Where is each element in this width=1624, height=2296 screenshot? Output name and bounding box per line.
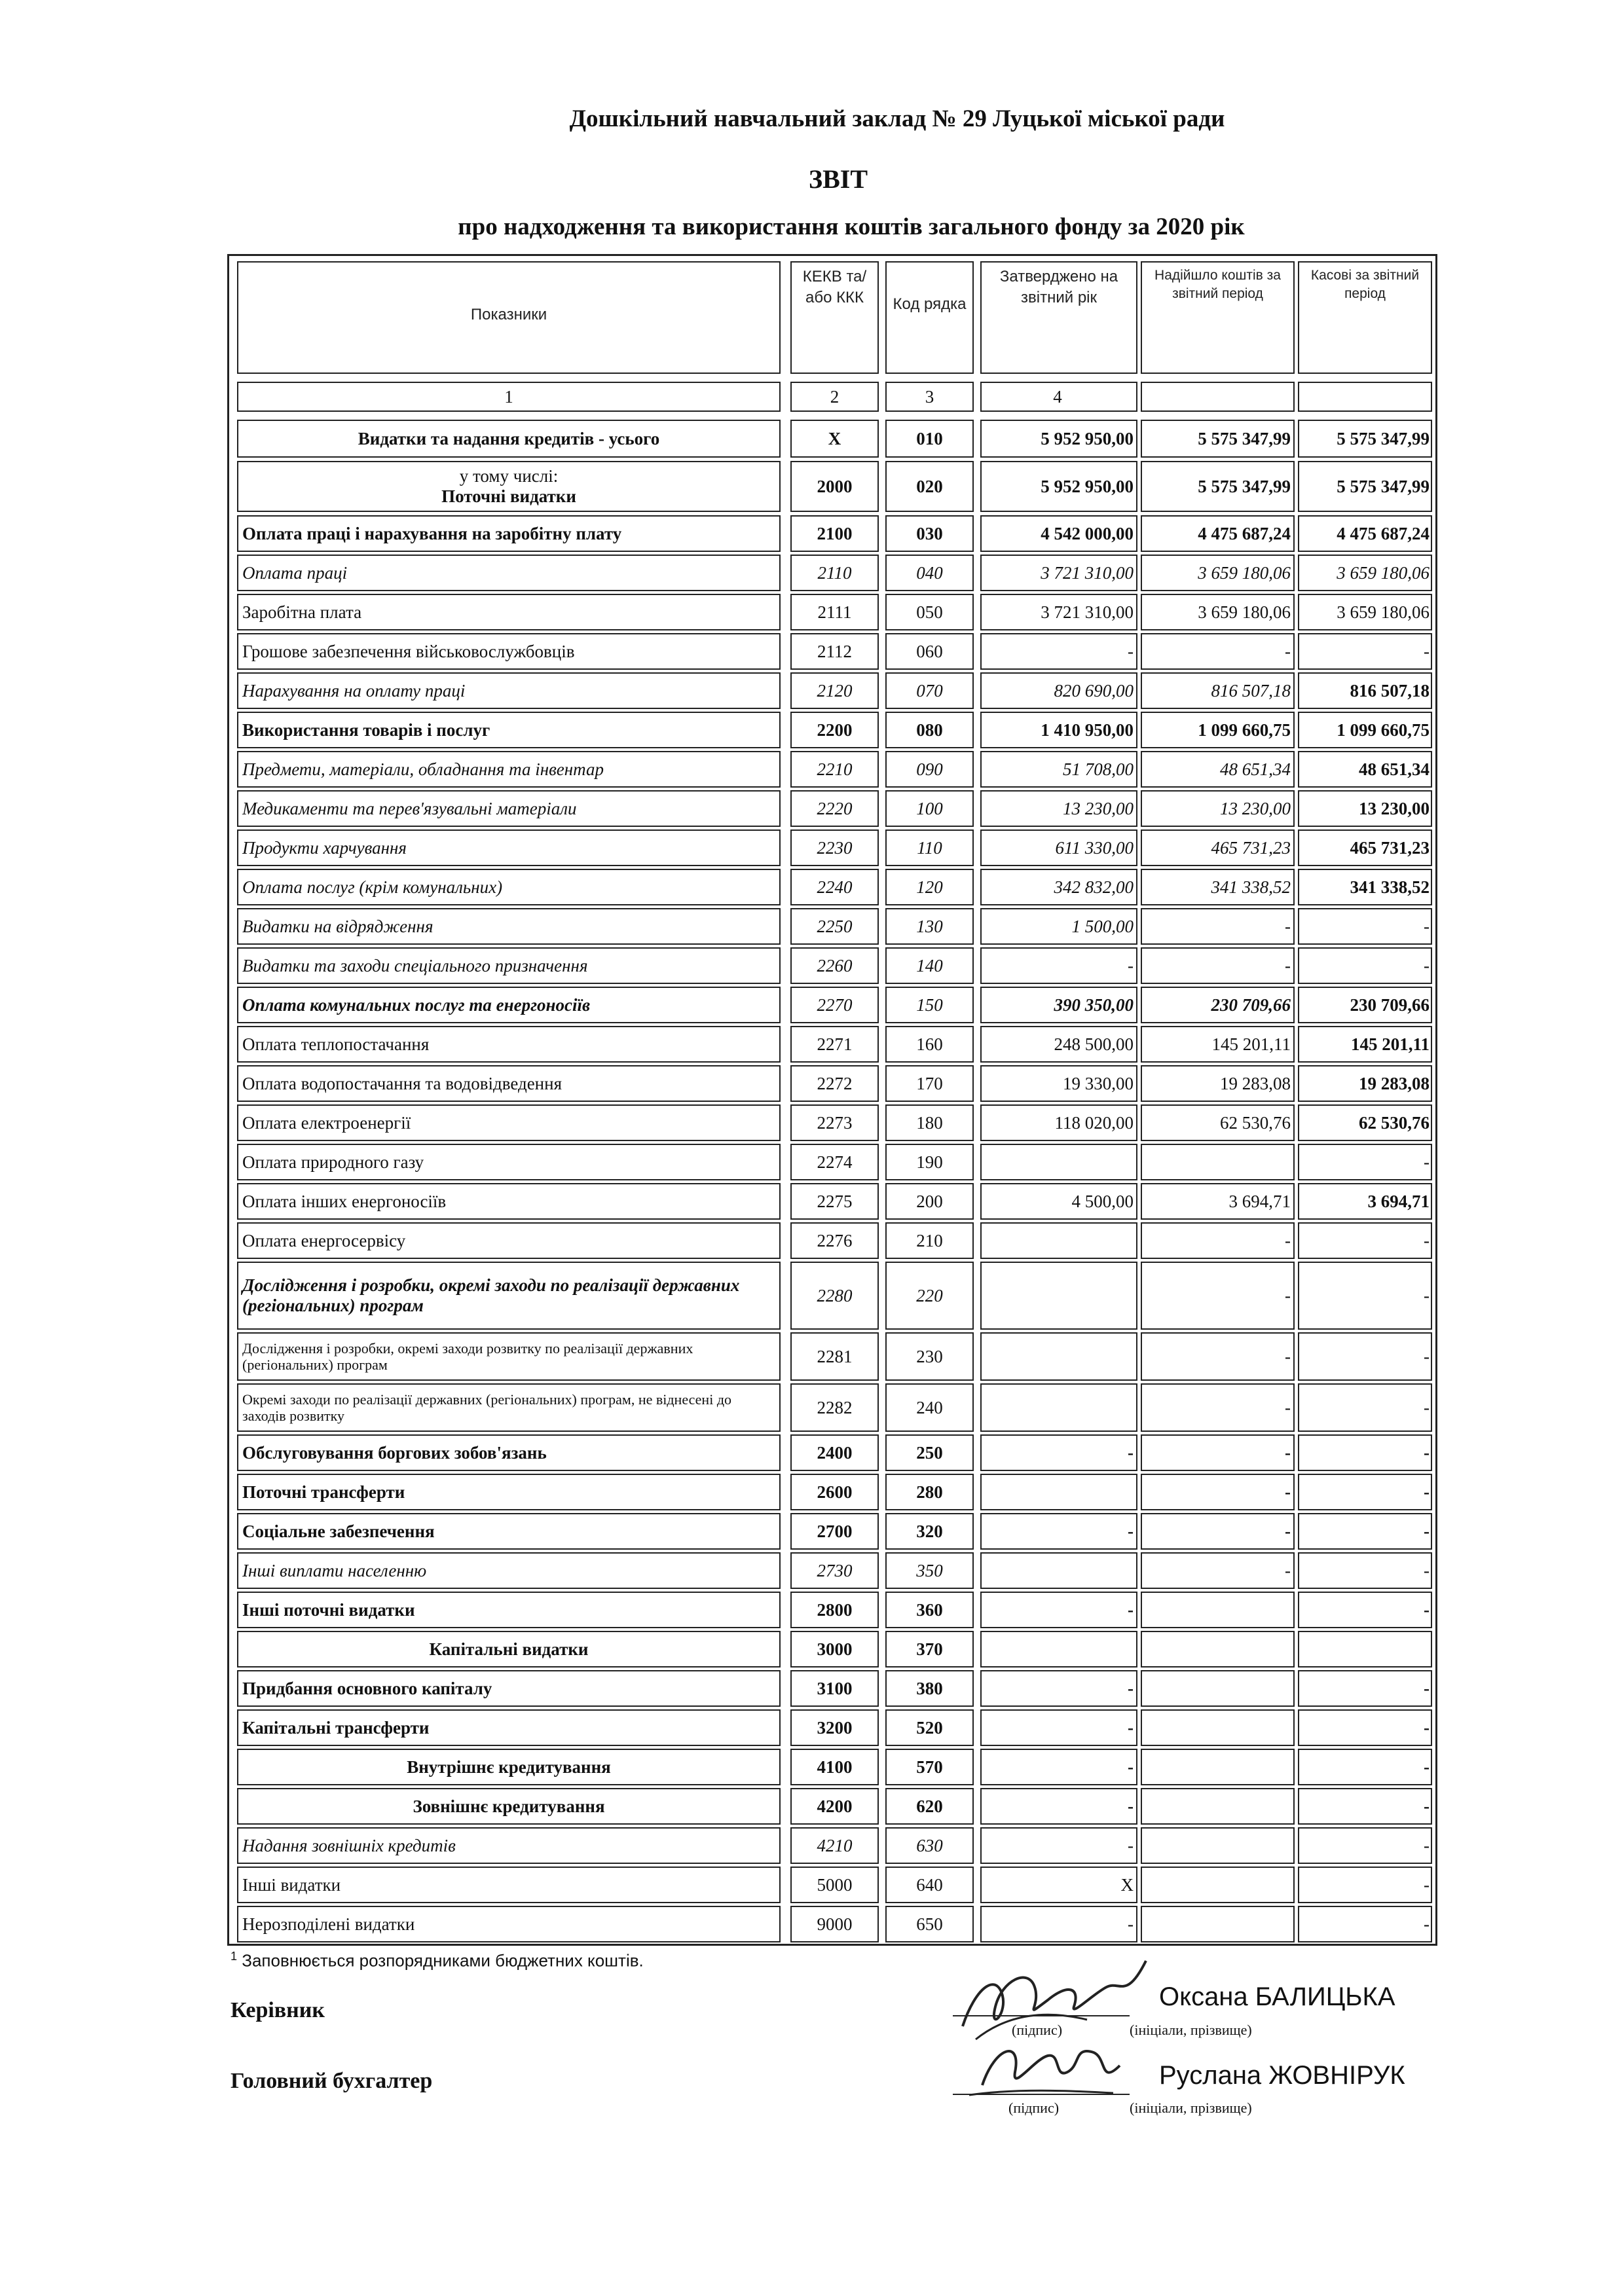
row-620-approved: - <box>980 1788 1137 1825</box>
header-approved: Затверджено на звітний рік <box>980 261 1137 374</box>
row-110-received: 465 731,23 <box>1141 829 1295 866</box>
row-070-code: 070 <box>885 672 974 709</box>
row-010-received: 5 575 347,99 <box>1141 420 1295 458</box>
row-130-code: 130 <box>885 908 974 945</box>
row-250-kekv: 2400 <box>790 1434 879 1471</box>
row-280-cash: - <box>1298 1474 1432 1510</box>
row-380-approved: - <box>980 1670 1137 1707</box>
row-030-cash: 4 475 687,24 <box>1298 515 1432 552</box>
row-230-approved <box>980 1332 1137 1381</box>
row-370-cash <box>1298 1631 1432 1667</box>
row-230-kekv: 2281 <box>790 1332 879 1381</box>
col-number-2: 2 <box>790 382 879 412</box>
row-170-approved: 19 330,00 <box>980 1065 1137 1102</box>
row-350-code: 350 <box>885 1552 974 1589</box>
director-signature-caption: (підпис) <box>1012 2022 1063 2038</box>
row-060-kekv: 2112 <box>790 633 879 670</box>
row-020-name-prefix: у тому числі: <box>459 465 559 486</box>
row-180-approved: 118 020,00 <box>980 1104 1137 1141</box>
row-350-kekv: 2730 <box>790 1552 879 1589</box>
row-630-received <box>1141 1827 1295 1864</box>
row-130-received: - <box>1141 908 1295 945</box>
row-630-kekv: 4210 <box>790 1827 879 1864</box>
row-050-kekv: 2111 <box>790 594 879 630</box>
row-280-approved <box>980 1474 1137 1510</box>
row-240-cash: - <box>1298 1383 1432 1432</box>
row-370-name: Капітальні видатки <box>237 1631 781 1667</box>
row-080-kekv: 2200 <box>790 712 879 748</box>
row-050-cash: 3 659 180,06 <box>1298 594 1432 630</box>
row-650-received <box>1141 1906 1295 1942</box>
row-190-cash: - <box>1298 1144 1432 1180</box>
row-120-code: 120 <box>885 869 974 905</box>
row-130-approved: 1 500,00 <box>980 908 1137 945</box>
row-210-approved <box>980 1222 1137 1259</box>
col-number-3: 3 <box>885 382 974 412</box>
row-640-received <box>1141 1867 1295 1903</box>
row-360-received <box>1141 1592 1295 1628</box>
row-160-received: 145 201,11 <box>1141 1026 1295 1063</box>
row-640-kekv: 5000 <box>790 1867 879 1903</box>
row-350-cash: - <box>1298 1552 1432 1589</box>
row-020-kekv: 2000 <box>790 461 879 512</box>
row-380-kekv: 3100 <box>790 1670 879 1707</box>
director-name: Оксана БАЛИЦЬКА <box>1159 1982 1395 2011</box>
row-020-received: 5 575 347,99 <box>1141 461 1295 512</box>
row-620-received <box>1141 1788 1295 1825</box>
row-200-code: 200 <box>885 1183 974 1220</box>
row-210-received: - <box>1141 1222 1295 1259</box>
row-230-code: 230 <box>885 1332 974 1381</box>
report-table <box>227 254 1437 1946</box>
row-380-code: 380 <box>885 1670 974 1707</box>
organization-name: Дошкільний навчальний заклад № 29 Луцької міської ради <box>569 105 1225 132</box>
director-role: Керівник <box>231 1998 325 2022</box>
row-380-name: Придбання основного капіталу <box>237 1670 781 1707</box>
row-040-approved: 3 721 310,00 <box>980 555 1137 591</box>
row-220-name: Дослідження і розробки, окремі заходи по реалізації державних (регіональних) програм <box>237 1262 781 1330</box>
row-190-name: Оплата природного газу <box>237 1144 781 1180</box>
row-250-received: - <box>1141 1434 1295 1471</box>
row-040-kekv: 2110 <box>790 555 879 591</box>
row-170-name: Оплата водопостачання та водовідведення <box>237 1065 781 1102</box>
row-110-code: 110 <box>885 829 974 866</box>
row-020-code: 020 <box>885 461 974 512</box>
row-020-approved: 5 952 950,00 <box>980 461 1137 512</box>
row-080-received: 1 099 660,75 <box>1141 712 1295 748</box>
row-180-cash: 62 530,76 <box>1298 1104 1432 1141</box>
row-220-approved <box>980 1262 1137 1330</box>
row-220-code: 220 <box>885 1262 974 1330</box>
col-number-6 <box>1298 382 1432 412</box>
row-070-received: 816 507,18 <box>1141 672 1295 709</box>
row-090-name: Предмети, матеріали, обладнання та інвентар <box>237 751 781 788</box>
row-230-name: Дослідження і розробки, окремі заходи розвитку по реалізації державних (регіональних) програм <box>237 1332 781 1381</box>
row-160-name: Оплата теплопостачання <box>237 1026 781 1063</box>
row-150-name: Оплата комунальних послуг та енергоносіїв <box>237 987 781 1023</box>
col-number-5 <box>1141 382 1295 412</box>
row-190-kekv: 2274 <box>790 1144 879 1180</box>
row-150-approved: 390 350,00 <box>980 987 1137 1023</box>
row-280-name: Поточні трансферти <box>237 1474 781 1510</box>
row-150-cash: 230 709,66 <box>1298 987 1432 1023</box>
report-subtitle: про надходження та використання коштів загального фонду за 2020 рік <box>458 213 1245 240</box>
row-100-code: 100 <box>885 790 974 827</box>
row-120-name: Оплата послуг (крім комунальних) <box>237 869 781 905</box>
row-010-cash: 5 575 347,99 <box>1298 420 1432 458</box>
director-signature-line <box>953 2015 1130 2016</box>
accountant-name-caption: (ініціали, прізвище) <box>1130 2100 1252 2116</box>
row-240-name: Окремі заходи по реалізації державних (регіональних) програм, не віднесені до заходів розвитку <box>237 1383 781 1432</box>
row-220-kekv: 2280 <box>790 1262 879 1330</box>
row-650-cash: - <box>1298 1906 1432 1942</box>
row-130-cash: - <box>1298 908 1432 945</box>
row-030-name: Оплата праці і нарахування на заробітну плату <box>237 515 781 552</box>
row-160-cash: 145 201,11 <box>1298 1026 1432 1063</box>
row-210-code: 210 <box>885 1222 974 1259</box>
row-630-name: Надання зовнішніх кредитів <box>237 1827 781 1864</box>
row-030-approved: 4 542 000,00 <box>980 515 1137 552</box>
row-120-approved: 342 832,00 <box>980 869 1137 905</box>
row-020-name <box>237 461 781 512</box>
row-060-received: - <box>1141 633 1295 670</box>
row-360-name: Інші поточні видатки <box>237 1592 781 1628</box>
row-570-received <box>1141 1749 1295 1785</box>
row-240-approved <box>980 1383 1137 1432</box>
row-090-kekv: 2210 <box>790 751 879 788</box>
row-250-code: 250 <box>885 1434 974 1471</box>
row-140-received: - <box>1141 947 1295 984</box>
row-230-received: - <box>1141 1332 1295 1381</box>
row-090-received: 48 651,34 <box>1141 751 1295 788</box>
row-620-name: Зовнішнє кредитування <box>237 1788 781 1825</box>
row-570-cash: - <box>1298 1749 1432 1785</box>
row-020-cash: 5 575 347,99 <box>1298 461 1432 512</box>
row-010-approved: 5 952 950,00 <box>980 420 1137 458</box>
row-080-code: 080 <box>885 712 974 748</box>
row-100-approved: 13 230,00 <box>980 790 1137 827</box>
row-200-kekv: 2275 <box>790 1183 879 1220</box>
row-050-name: Заробітна плата <box>237 594 781 630</box>
row-620-cash: - <box>1298 1788 1432 1825</box>
row-180-received: 62 530,76 <box>1141 1104 1295 1141</box>
row-150-code: 150 <box>885 987 974 1023</box>
row-630-cash: - <box>1298 1827 1432 1864</box>
row-350-name: Інші виплати населенню <box>237 1552 781 1589</box>
row-110-kekv: 2230 <box>790 829 879 866</box>
row-210-kekv: 2276 <box>790 1222 879 1259</box>
row-650-approved: - <box>980 1906 1137 1942</box>
row-120-cash: 341 338,52 <box>1298 869 1432 905</box>
row-280-code: 280 <box>885 1474 974 1510</box>
row-630-approved: - <box>980 1827 1137 1864</box>
header-row-code: Код рядка <box>885 261 974 374</box>
row-010-name: Видатки та надання кредитів - усього <box>237 420 781 458</box>
row-110-name: Продукти харчування <box>237 829 781 866</box>
footnote-text: Заповнюється розпорядниками бюджетних коштів. <box>242 1950 644 1971</box>
row-060-code: 060 <box>885 633 974 670</box>
row-160-code: 160 <box>885 1026 974 1063</box>
row-320-approved: - <box>980 1513 1137 1550</box>
row-080-approved: 1 410 950,00 <box>980 712 1137 748</box>
row-100-received: 13 230,00 <box>1141 790 1295 827</box>
row-040-code: 040 <box>885 555 974 591</box>
row-350-received: - <box>1141 1552 1295 1589</box>
row-320-cash: - <box>1298 1513 1432 1550</box>
row-160-kekv: 2271 <box>790 1026 879 1063</box>
accountant-role: Головний бухгалтер <box>231 2069 433 2093</box>
row-620-code: 620 <box>885 1788 974 1825</box>
report-title: ЗВІТ <box>808 164 868 194</box>
row-200-received: 3 694,71 <box>1141 1183 1295 1220</box>
row-520-approved: - <box>980 1709 1137 1746</box>
row-220-cash: - <box>1298 1262 1432 1330</box>
row-650-name: Нерозподілені видатки <box>237 1906 781 1942</box>
row-210-cash: - <box>1298 1222 1432 1259</box>
row-110-cash: 465 731,23 <box>1298 829 1432 866</box>
row-520-received <box>1141 1709 1295 1746</box>
row-140-approved: - <box>980 947 1137 984</box>
row-100-name: Медикаменти та перев'язувальні матеріали <box>237 790 781 827</box>
col-number-1: 1 <box>237 382 781 412</box>
row-030-code: 030 <box>885 515 974 552</box>
row-640-name: Інші видатки <box>237 1867 781 1903</box>
row-030-kekv: 2100 <box>790 515 879 552</box>
row-180-name: Оплата електроенергії <box>237 1104 781 1141</box>
row-100-kekv: 2220 <box>790 790 879 827</box>
row-200-name: Оплата інших енергоносіїв <box>237 1183 781 1220</box>
row-100-cash: 13 230,00 <box>1298 790 1432 827</box>
row-170-cash: 19 283,08 <box>1298 1065 1432 1102</box>
row-570-approved: - <box>980 1749 1137 1785</box>
row-360-cash: - <box>1298 1592 1432 1628</box>
row-200-cash: 3 694,71 <box>1298 1183 1432 1220</box>
row-180-kekv: 2273 <box>790 1104 879 1141</box>
row-010-code: 010 <box>885 420 974 458</box>
row-080-name: Використання товарів і послуг <box>237 712 781 748</box>
row-210-name: Оплата енергосервісу <box>237 1222 781 1259</box>
row-360-kekv: 2800 <box>790 1592 879 1628</box>
row-110-approved: 611 330,00 <box>980 829 1137 866</box>
row-040-name: Оплата праці <box>237 555 781 591</box>
row-040-received: 3 659 180,06 <box>1141 555 1295 591</box>
row-150-kekv: 2270 <box>790 987 879 1023</box>
row-090-cash: 48 651,34 <box>1298 751 1432 788</box>
row-030-received: 4 475 687,24 <box>1141 515 1295 552</box>
row-320-received: - <box>1141 1513 1295 1550</box>
row-240-received: - <box>1141 1383 1295 1432</box>
row-350-approved <box>980 1552 1137 1589</box>
row-140-code: 140 <box>885 947 974 984</box>
header-kekv: КЕКВ та/або ККК <box>790 261 879 374</box>
row-040-cash: 3 659 180,06 <box>1298 555 1432 591</box>
row-250-cash: - <box>1298 1434 1432 1471</box>
row-180-code: 180 <box>885 1104 974 1141</box>
row-090-code: 090 <box>885 751 974 788</box>
accountant-name: Руслана ЖОВНІРУК <box>1159 2061 1405 2090</box>
row-370-approved <box>980 1631 1137 1667</box>
row-140-name: Видатки та заходи спеціального призначення <box>237 947 781 984</box>
row-520-code: 520 <box>885 1709 974 1746</box>
row-320-code: 320 <box>885 1513 974 1550</box>
accountant-signature-line <box>953 2094 1130 2095</box>
row-570-name: Внутрішнє кредитування <box>237 1749 781 1785</box>
row-060-cash: - <box>1298 633 1432 670</box>
header-indicators: Показники <box>237 261 781 374</box>
row-060-name: Грошове забезпечення військовослужбовців <box>237 633 781 670</box>
row-640-cash: - <box>1298 1867 1432 1903</box>
header-cash: Касові за звітний період <box>1298 261 1432 374</box>
row-170-received: 19 283,08 <box>1141 1065 1295 1102</box>
row-220-received: - <box>1141 1262 1295 1330</box>
row-050-approved: 3 721 310,00 <box>980 594 1137 630</box>
row-320-name: Соціальне забезпечення <box>237 1513 781 1550</box>
row-250-approved: - <box>980 1434 1137 1471</box>
row-360-approved: - <box>980 1592 1137 1628</box>
row-240-kekv: 2282 <box>790 1383 879 1432</box>
row-060-approved: - <box>980 633 1137 670</box>
row-050-code: 050 <box>885 594 974 630</box>
row-570-kekv: 4100 <box>790 1749 879 1785</box>
row-140-kekv: 2260 <box>790 947 879 984</box>
row-130-kekv: 2250 <box>790 908 879 945</box>
row-050-received: 3 659 180,06 <box>1141 594 1295 630</box>
row-280-kekv: 2600 <box>790 1474 879 1510</box>
row-070-cash: 816 507,18 <box>1298 672 1432 709</box>
row-070-name: Нарахування на оплату праці <box>237 672 781 709</box>
row-360-code: 360 <box>885 1592 974 1628</box>
row-370-kekv: 3000 <box>790 1631 879 1667</box>
row-630-code: 630 <box>885 1827 974 1864</box>
row-070-approved: 820 690,00 <box>980 672 1137 709</box>
row-160-approved: 248 500,00 <box>980 1026 1137 1063</box>
row-200-approved: 4 500,00 <box>980 1183 1137 1220</box>
row-650-kekv: 9000 <box>790 1906 879 1942</box>
accountant-signature-caption: (підпис) <box>1008 2100 1060 2116</box>
row-120-received: 341 338,52 <box>1141 869 1295 905</box>
row-380-received <box>1141 1670 1295 1707</box>
row-070-kekv: 2120 <box>790 672 879 709</box>
row-150-received: 230 709,66 <box>1141 987 1295 1023</box>
row-010-kekv: X <box>790 420 879 458</box>
row-230-cash: - <box>1298 1332 1432 1381</box>
row-650-code: 650 <box>885 1906 974 1942</box>
row-520-name: Капітальні трансферти <box>237 1709 781 1746</box>
row-190-code: 190 <box>885 1144 974 1180</box>
row-080-cash: 1 099 660,75 <box>1298 712 1432 748</box>
row-250-name: Обслуговування боргових зобов'язань <box>237 1434 781 1471</box>
row-120-kekv: 2240 <box>790 869 879 905</box>
row-570-code: 570 <box>885 1749 974 1785</box>
row-620-kekv: 4200 <box>790 1788 879 1825</box>
row-280-received: - <box>1141 1474 1295 1510</box>
row-190-approved <box>980 1144 1137 1180</box>
row-640-approved: X <box>980 1867 1137 1903</box>
footnote <box>231 1950 644 1971</box>
row-320-kekv: 2700 <box>790 1513 879 1550</box>
row-020-name-text: Поточні видатки <box>441 486 576 506</box>
row-240-code: 240 <box>885 1383 974 1432</box>
row-170-kekv: 2272 <box>790 1065 879 1102</box>
row-090-approved: 51 708,00 <box>980 751 1137 788</box>
header-received: Надійшло коштів за звітний період <box>1141 261 1295 374</box>
row-130-name: Видатки на відрядження <box>237 908 781 945</box>
row-170-code: 170 <box>885 1065 974 1102</box>
col-number-4: 4 <box>980 382 1137 412</box>
row-640-code: 640 <box>885 1867 974 1903</box>
row-520-kekv: 3200 <box>790 1709 879 1746</box>
row-140-cash: - <box>1298 947 1432 984</box>
row-370-code: 370 <box>885 1631 974 1667</box>
row-520-cash: - <box>1298 1709 1432 1746</box>
director-name-caption: (ініціали, прізвище) <box>1130 2022 1252 2038</box>
footnote-mark: 1 <box>231 1950 238 1963</box>
row-370-received <box>1141 1631 1295 1667</box>
row-380-cash: - <box>1298 1670 1432 1707</box>
row-190-received <box>1141 1144 1295 1180</box>
